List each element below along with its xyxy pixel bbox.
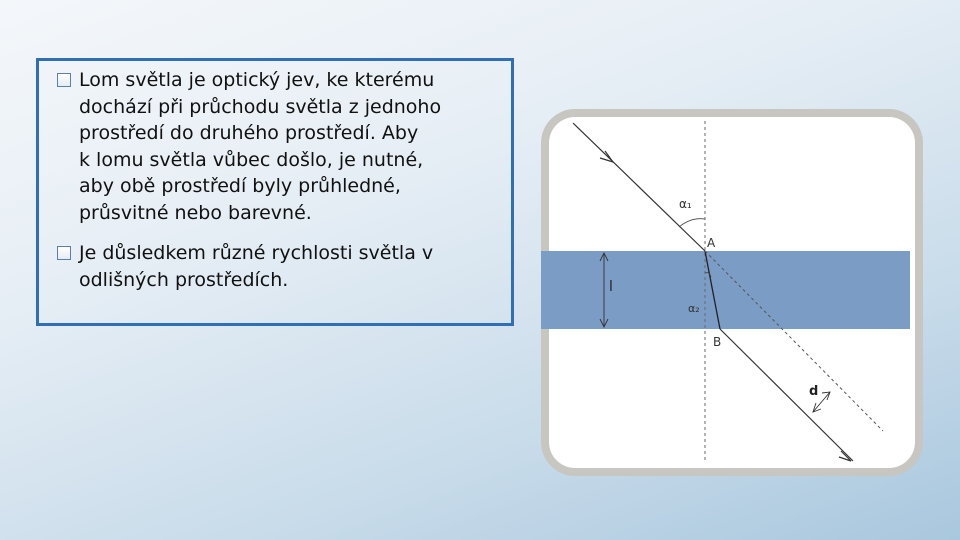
label-alpha1: α₁ [679,197,692,211]
bullet-line: Lom světla je optický jev, ke kterému [79,69,435,91]
bullet-line: průsvitné nebo barevné. [79,201,312,224]
bullet-checkbox-icon [57,73,71,87]
bullet-line: odlišných prostředích. [79,268,289,291]
bullet-line: aby obě prostředí byly průhledné, [79,175,401,197]
bullet-line: prostředí do druhého prostředí. Aby [79,122,419,144]
label-alpha2: α₂ [688,302,700,315]
text-frame [36,58,514,326]
label-shift: d [809,384,819,399]
bullet-line: Je důsledkem různé rychlosti světla v [79,242,434,264]
bullet-checkbox-icon [57,246,71,260]
bullet-item-cause [57,240,517,293]
refraction-diagram [533,101,931,484]
label-thickness: l [609,279,613,295]
label-point-b: B [713,335,722,349]
bullet-line: k lomu světla vůbec došlo, je nutné, [79,148,424,171]
label-point-a: A [707,236,716,250]
glass-slab-left-edge [541,251,549,329]
bullet-line: dochází při průchodu světla z jednoho [79,95,442,118]
bullet-item-definition [57,67,517,226]
glass-slab [549,251,910,329]
